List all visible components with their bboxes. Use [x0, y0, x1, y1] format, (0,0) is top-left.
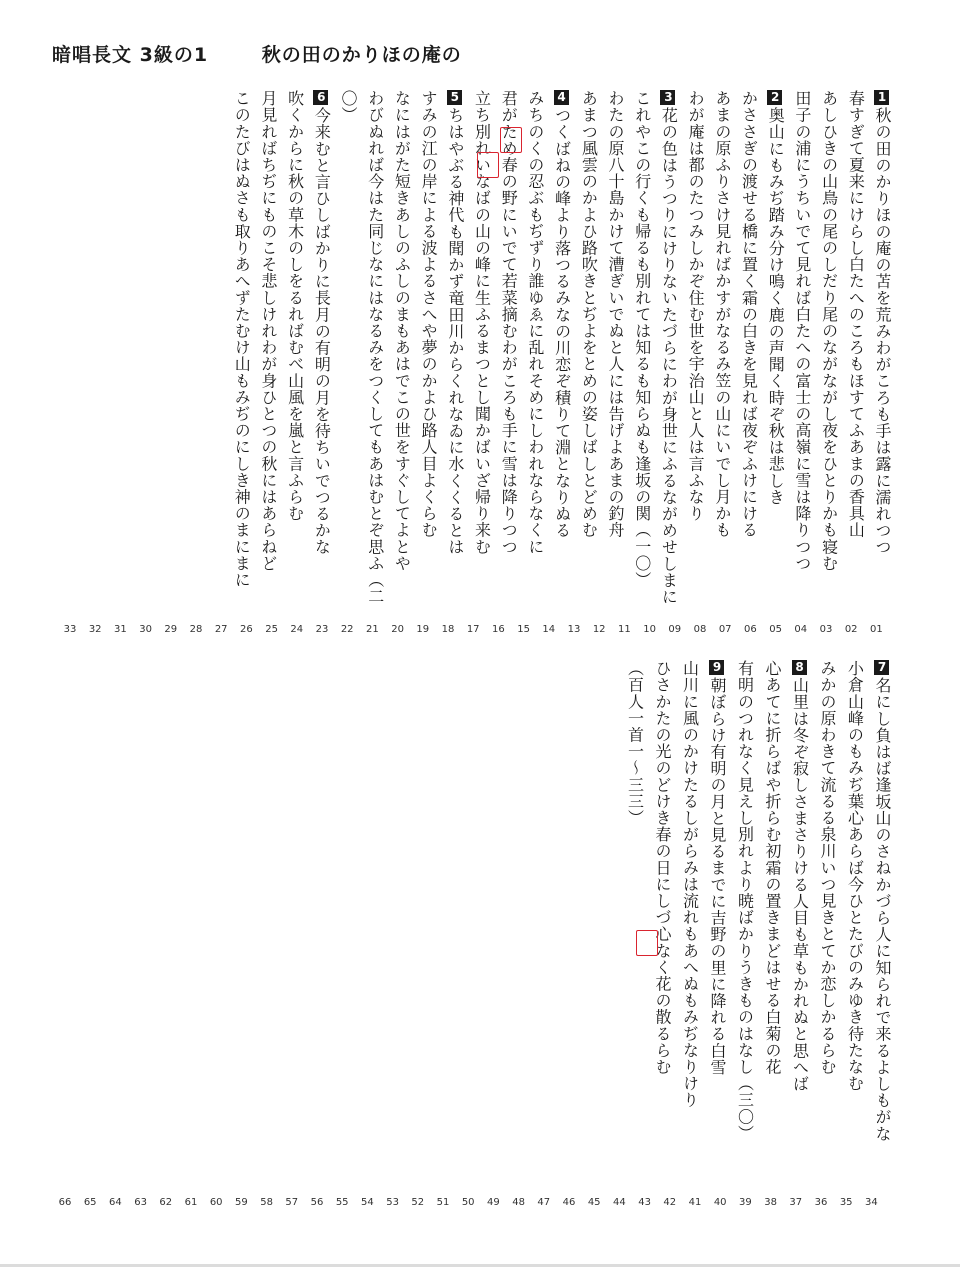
- poem-text: 田子の浦にうちいでて見れば白たへの富士の高嶺に雪は降りつつ: [792, 90, 812, 572]
- column-number: 12: [592, 624, 606, 635]
- worksheet-title: 暗唱長文 3級の1: [52, 44, 209, 66]
- poem-block-upper: [200, 90, 892, 605]
- section-number-badge: 3: [661, 90, 676, 105]
- column-number: 25: [265, 624, 278, 635]
- column-number: 14: [542, 624, 556, 635]
- column-number: 28: [189, 624, 203, 635]
- column-number: 22: [340, 624, 354, 635]
- column-number: 09: [668, 624, 682, 635]
- column-number: 51: [436, 1197, 450, 1208]
- section-number-badge: 2: [768, 90, 783, 105]
- poem-text: みちのくの忍ぶもぢずり誰ゆゑに乱れそめにしわれならなくに: [525, 90, 545, 555]
- poem-text: つくばねの峰より落つるみなの川恋ぞ積りて淵となりぬる: [552, 107, 572, 539]
- poem-column: [648, 660, 670, 1110]
- poem-column: [254, 90, 276, 600]
- column-number-row-lower: [55, 1197, 890, 1211]
- column-number: 64: [109, 1197, 122, 1208]
- column-number: 35: [839, 1197, 853, 1208]
- poem-text: わたの原八十島かけて漕ぎいでぬと人には告げよあまの釣舟: [606, 90, 625, 539]
- column-number: 33: [63, 624, 77, 635]
- poem-text: これやこの行くも帰るも別れては知るも知らぬも逢坂の関（一〇）: [632, 90, 652, 588]
- section-number-badge: 5: [447, 90, 462, 105]
- poem-column: [654, 90, 679, 605]
- column-number: 54: [361, 1197, 374, 1208]
- column-number: 07: [718, 624, 732, 635]
- column-number: 31: [114, 624, 127, 635]
- poem-column: [735, 90, 757, 600]
- poem-column: [676, 660, 698, 1110]
- poem-column: [521, 90, 543, 600]
- column-number: 11: [618, 624, 631, 635]
- scan-edge-line: [0, 1264, 960, 1267]
- poem-column: [601, 90, 623, 600]
- column-number: 66: [58, 1197, 72, 1208]
- poem-text: あまつ風雲のかよひ路吹きとぢよをとめの姿しばしとどめむ: [579, 90, 599, 539]
- poem-column: [281, 90, 303, 600]
- column-number: 03: [819, 624, 833, 635]
- poem-text: 〇）: [339, 90, 358, 124]
- poem-text: 立ち別れいなばの山の峰に生ふるまつとし聞かばいざ帰り来む: [472, 90, 492, 555]
- poem-column: [361, 90, 385, 605]
- poem-text: 朝ぼらけ有明の月と見るまでに吉野の里に降れる白雪: [708, 677, 727, 1076]
- worksheet-subtitle: 秋の田のかりほの庵の: [261, 44, 462, 66]
- poem-column: [334, 90, 356, 600]
- poem-text: すみの江の岸による波よるさへや夢のかよひ路人目よくらむ: [419, 90, 439, 539]
- column-number-row-upper: [60, 624, 890, 638]
- poem-text: わびぬれば今はた同じなにはなるみをつくしてもあはむとぞ思ふ（二: [365, 90, 385, 605]
- column-number: 26: [240, 624, 253, 635]
- poem-text: 吹くからに秋の草木のしをるればむべ山風を嵐と言ふらむ: [285, 90, 305, 522]
- column-number: 24: [290, 624, 304, 635]
- poem-column: [761, 90, 786, 600]
- column-number: 56: [310, 1197, 324, 1208]
- poem-column: [788, 90, 810, 600]
- column-number: 47: [537, 1197, 551, 1208]
- column-number: 06: [744, 624, 757, 635]
- column-number: 57: [285, 1197, 299, 1208]
- column-number: 41: [688, 1197, 702, 1208]
- column-number: 50: [461, 1197, 475, 1208]
- column-number: 62: [159, 1197, 173, 1208]
- column-number: 05: [769, 624, 782, 635]
- column-number: 30: [139, 624, 152, 635]
- poem-column: [786, 660, 808, 1110]
- poem-column: [815, 90, 837, 600]
- column-number: 36: [814, 1197, 828, 1208]
- section-number-badge: 7: [875, 660, 889, 675]
- poem-text: 秋の田のかりほの庵の苫を荒みわがころも手は露に濡れつつ: [873, 107, 892, 556]
- poem-column: [758, 660, 780, 1110]
- column-number: 08: [693, 624, 707, 635]
- poem-text: みかの原わきて流るる泉川いつ見きとてか恋しかるらむ: [818, 660, 837, 1075]
- column-number: 60: [209, 1197, 223, 1208]
- column-number: 04: [794, 624, 808, 635]
- column-number: 49: [487, 1197, 500, 1208]
- column-number: 21: [366, 624, 379, 635]
- poem-column: [574, 90, 599, 600]
- poem-text: 花の色はうつりにけりないたづらにわが身世にふるながめせしまに: [659, 107, 679, 605]
- column-number: 16: [492, 624, 505, 635]
- poem-text: 今来むと言ひしばかりに長月の有明の月を待ちいでつるかな: [312, 107, 332, 556]
- poem-text: 有明のつれなく見えし別れより暁ばかりうきものはなし（三〇）: [735, 660, 755, 1142]
- check-mark-ruby-haru: [477, 152, 499, 178]
- poem-column: [548, 90, 570, 600]
- column-number: 29: [164, 624, 178, 635]
- poem-column: [708, 90, 730, 600]
- poem-column: [681, 90, 706, 600]
- column-number: 18: [441, 624, 455, 635]
- column-number: 63: [134, 1197, 147, 1208]
- poem-text: なにはがた短きあしのふしのまもあはでこの世をすぐしてよとや: [392, 90, 412, 572]
- section-number-badge: 9: [710, 660, 724, 675]
- poem-text: （百人一首一～三三）: [625, 660, 645, 826]
- poem-text: わが庵は都のたつみしかぞ住む世を宇治山と人は言ふなり: [686, 90, 706, 522]
- column-number: 55: [335, 1197, 349, 1208]
- poem-column: [703, 660, 725, 1110]
- section-number-badge: 8: [792, 660, 807, 675]
- column-number: 38: [764, 1197, 777, 1208]
- poem-text: このたびはぬさも取りあへずたむけ山もみぢのにしき神のまにまに: [232, 90, 252, 588]
- column-number: 48: [512, 1197, 525, 1208]
- poem-block-lower: [604, 660, 892, 1142]
- poem-column: [841, 90, 866, 600]
- poem-column: [227, 90, 252, 600]
- column-number: 43: [638, 1197, 651, 1208]
- poem-text: 山川に風のかけたるしがらみは流れもあへぬもみぢなりけり: [680, 660, 700, 1109]
- column-number: 02: [844, 624, 858, 635]
- column-number: 10: [643, 624, 656, 635]
- poem-text: 名にし負はば逢坂山のさねかづら人に知られで来るよしもがな: [873, 677, 892, 1142]
- column-number: 65: [83, 1197, 97, 1208]
- column-number: 23: [315, 624, 329, 635]
- poem-column: [868, 660, 892, 1142]
- poem-column: [841, 660, 863, 1110]
- poem-text: 山里は冬ぞ寂しさまさりける人目も草もかれぬと思へば: [790, 677, 810, 1092]
- column-number: 32: [88, 624, 102, 635]
- column-number: 37: [789, 1197, 803, 1208]
- poem-column: [387, 90, 412, 600]
- page-title: [52, 40, 462, 67]
- column-number: 34: [865, 1197, 878, 1208]
- poem-text: 小倉山峰のもみぢ葉心あらば今ひとたびのみゆき待たなむ: [845, 660, 865, 1092]
- poem-text: 奥山にもみぢ踏み分け鳴く鹿の声聞く時ぞ秋は悲しき: [766, 107, 786, 506]
- column-number: 19: [416, 624, 430, 635]
- column-number: 59: [235, 1197, 248, 1208]
- poem-column: [813, 660, 835, 1110]
- poem-column: [628, 90, 650, 600]
- column-number: 40: [713, 1197, 727, 1208]
- poem-column: [731, 660, 755, 1142]
- poem-column: [868, 90, 890, 600]
- column-number: 46: [562, 1197, 576, 1208]
- column-number: 53: [386, 1197, 399, 1208]
- section-number-badge: 4: [554, 90, 569, 105]
- poem-column: [621, 660, 643, 1110]
- poem-column: [414, 90, 439, 600]
- column-number: 52: [411, 1197, 425, 1208]
- check-mark-ruby-kokoro: [636, 930, 658, 956]
- poem-text: 君がため春の野にいでて若菜摘むわがころも手に雪は降りつつ: [499, 90, 519, 555]
- poem-text: あしひきの山鳥の尾のしだり尾のながながし夜をひとりかも寝む: [819, 90, 839, 572]
- column-number: 45: [587, 1197, 601, 1208]
- column-number: 20: [391, 624, 404, 635]
- poem-text: 月見ればちぢにものこそ悲しけれわが身ひとつの秋にはあらねど: [258, 90, 278, 572]
- check-mark-ruby-tare: [500, 127, 522, 153]
- column-number: 27: [214, 624, 228, 635]
- poem-text: ひさかたの光のどけき春の日にしづ心なく花の散るらむ: [653, 660, 672, 1075]
- column-number: 61: [184, 1197, 198, 1208]
- column-number: 13: [567, 624, 581, 635]
- poem-text: 心あてに折らばや折らむ初霜の置きまどはせる白菊の花: [763, 660, 782, 1075]
- poem-column: [307, 90, 332, 600]
- column-number: 01: [870, 624, 883, 635]
- poem-column: [441, 90, 463, 600]
- column-number: 39: [739, 1197, 752, 1208]
- poem-text: 春すぎて夏来にけらし白たへのころもほすてふあまの香具山: [846, 90, 866, 539]
- column-number: 17: [466, 624, 480, 635]
- column-number: 15: [517, 624, 530, 635]
- column-number: 58: [260, 1197, 273, 1208]
- column-number: 42: [663, 1197, 677, 1208]
- section-number-badge: 1: [875, 90, 889, 105]
- poem-text: あまの原ふりさけ見ればかすがなるみ笠の山にいでし月かも: [712, 90, 732, 539]
- column-number: 44: [613, 1197, 626, 1208]
- poem-text: かささぎの渡せる橋に置く霜の白きを見れば夜ぞふけにける: [739, 90, 759, 539]
- section-number-badge: 6: [314, 90, 329, 105]
- poem-text: ちはやぶる神代も聞かず竜田川からくれなゐに水くくるとは: [445, 107, 465, 556]
